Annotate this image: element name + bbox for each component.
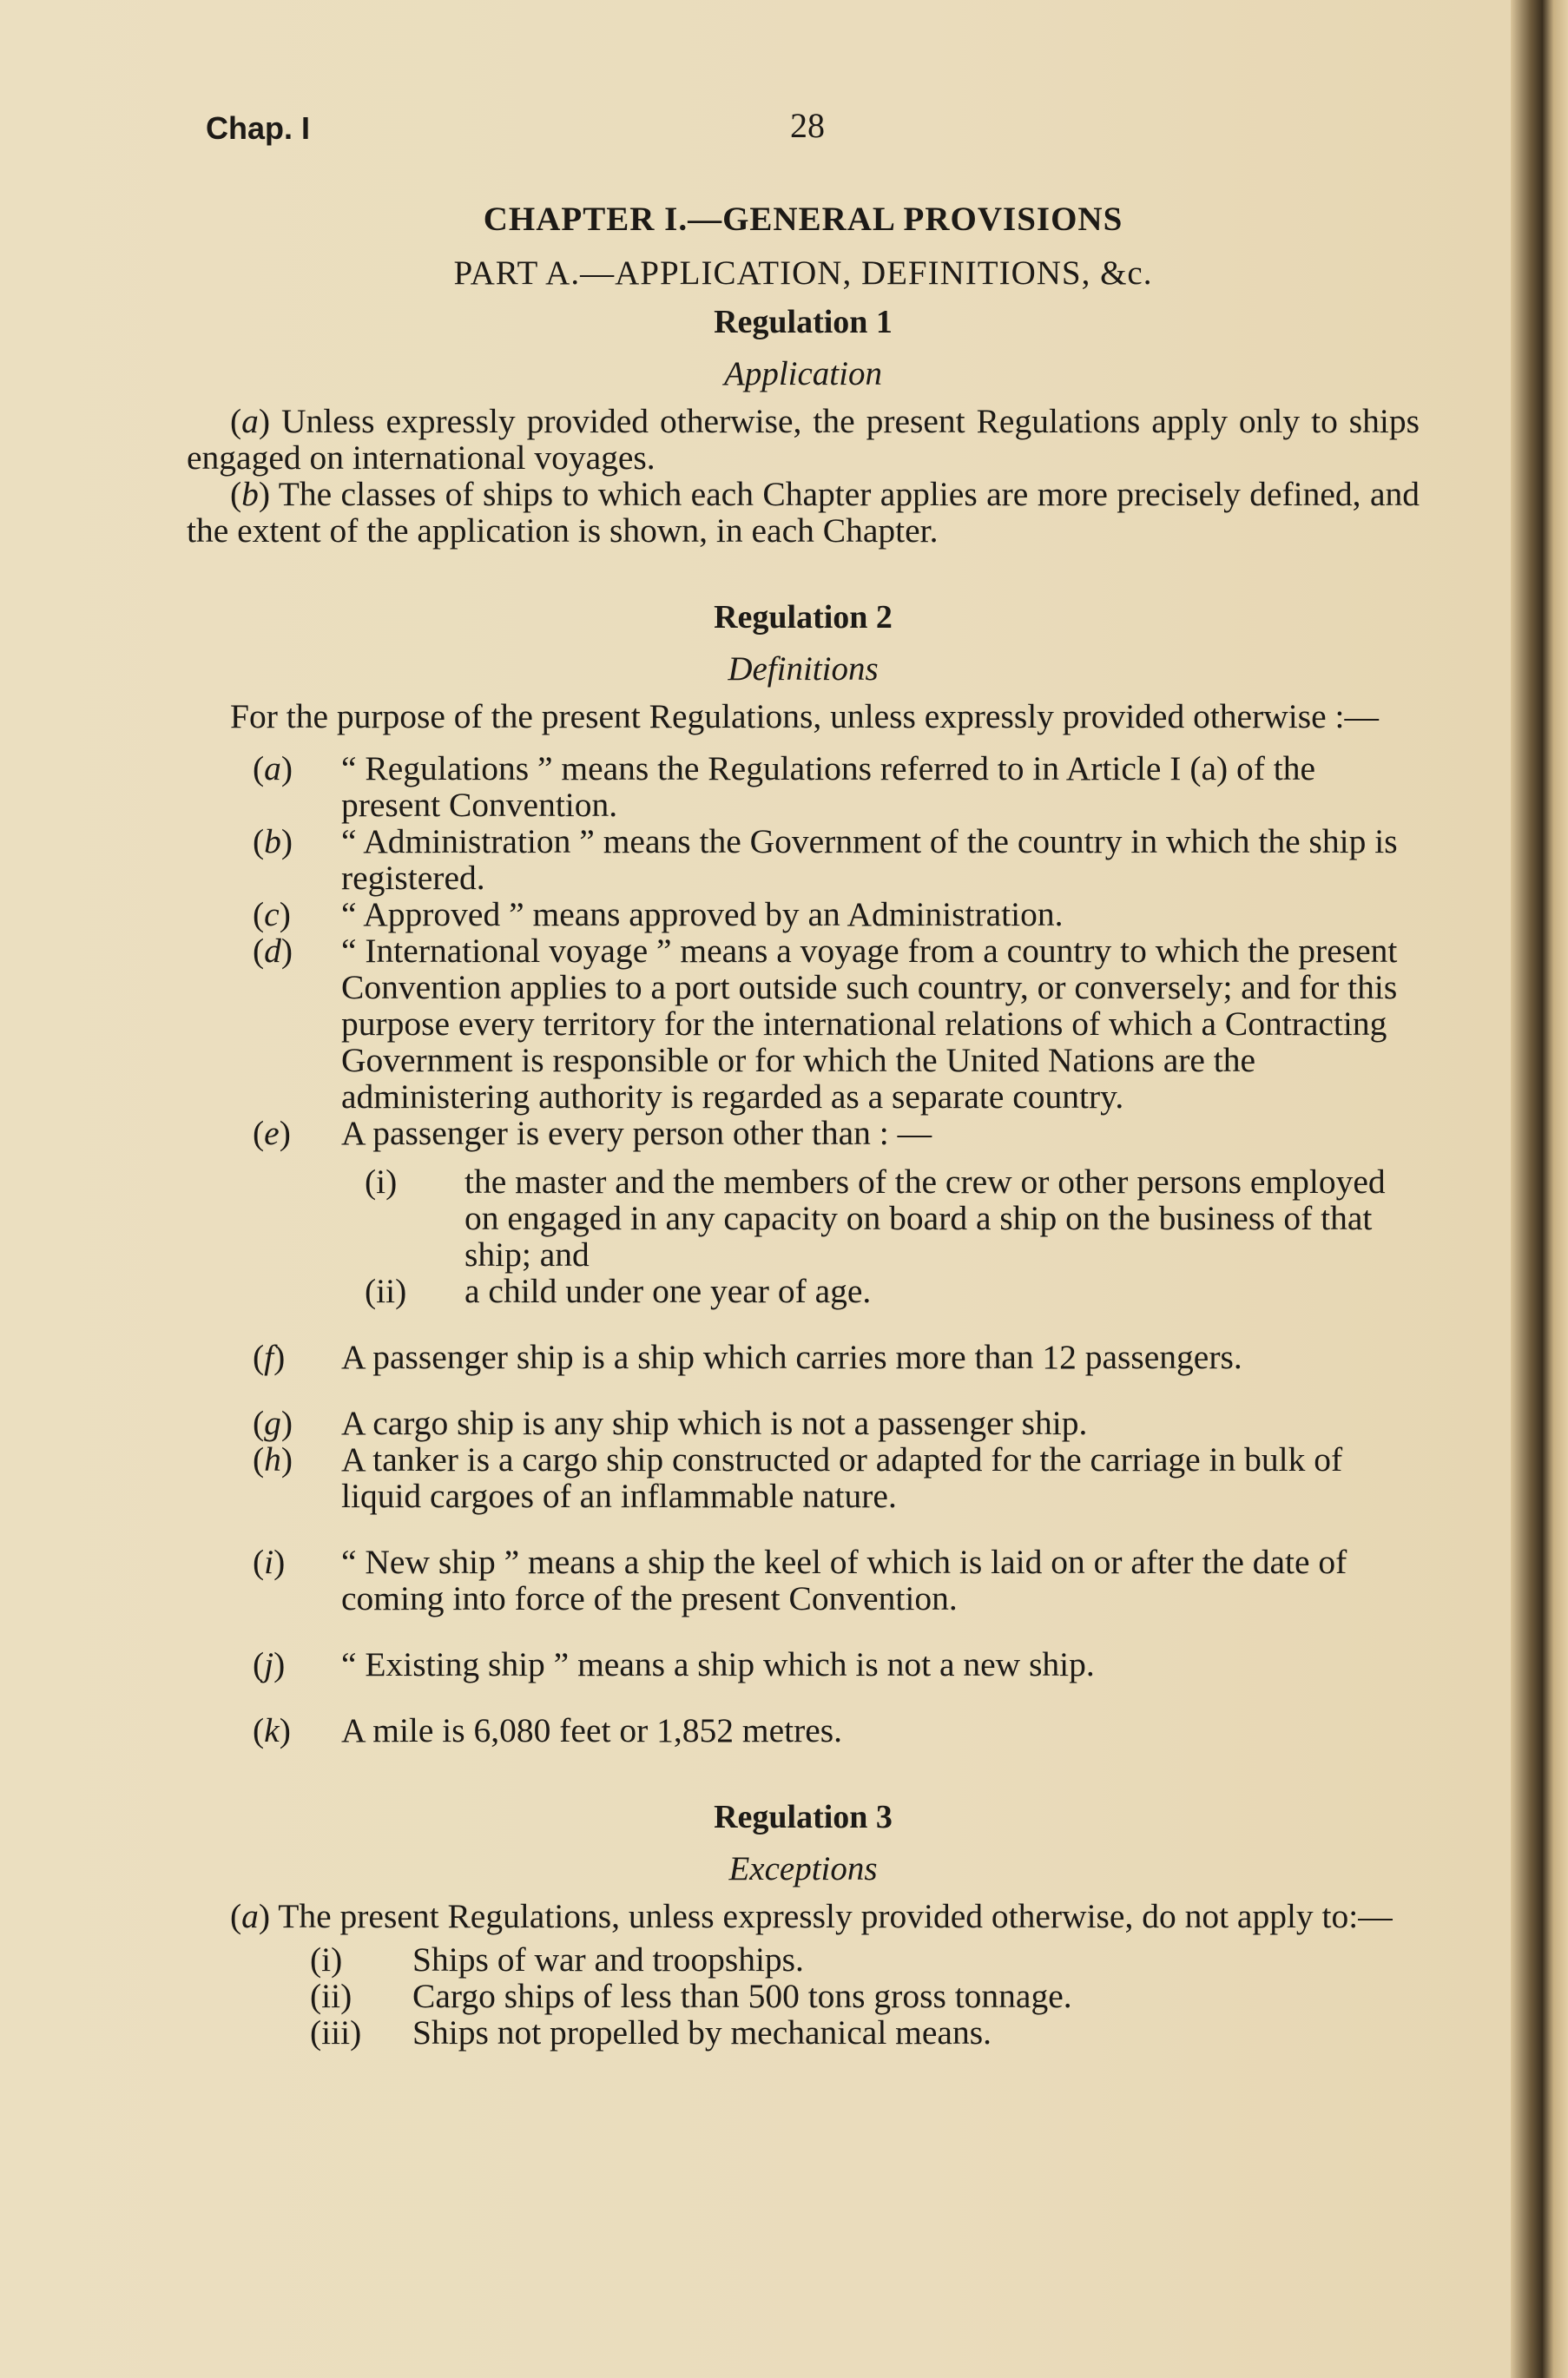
regulation-3-subtitle: Exceptions — [728, 1850, 878, 1887]
paragraph-mark: a — [241, 402, 259, 440]
paragraph-text: Unless expressly provided otherwise, the present Regulations apply only to ships engaged on international voyages. — [187, 402, 1420, 477]
exception-item — [187, 1941, 1420, 1978]
definition-item: (h) A tanker is a cargo ship constructed or adapted for the carriage in bulk of liquid cargoes of an inflammable nature. — [253, 1440, 1343, 1515]
item-mark: j — [264, 1645, 274, 1683]
regulation-2-subtitle: Definitions — [728, 650, 879, 688]
chapter-label: Chap. I — [206, 110, 311, 146]
item-mark: b — [264, 822, 281, 860]
page-number: 28 — [790, 106, 825, 145]
item-text: Ships not propelled by mechanical means. — [412, 2013, 992, 2052]
running-header — [187, 97, 1420, 158]
definition-item: (i) “ New ship ” means a ship the keel of which is laid on or after the date of coming into force of the present Convention. — [253, 1543, 1347, 1617]
paragraph-mark: b — [241, 475, 259, 513]
regulation-1-paragraph-b: (b) The classes of ships to which each Chapter applies are more precisely defined, and the extent of the application is shown, in each Chapter. — [187, 475, 1420, 550]
item-text: Ships of war and troopships. — [412, 1940, 804, 1979]
item-mark: (i) — [310, 1940, 343, 1979]
exclusion-item — [187, 1273, 1420, 1309]
item-mark: k — [264, 1711, 280, 1749]
regulation-1-title: Regulation 1 — [714, 304, 893, 340]
item-text: A cargo ship is any ship which is not a passenger ship. — [341, 1404, 1088, 1442]
item-mark: d — [264, 932, 281, 970]
definition-item: (j) “ Existing ship ” means a ship which is not a new ship. — [253, 1645, 1095, 1683]
item-mark: i — [264, 1543, 274, 1581]
item-text: the master and the members of the crew or other persons employed on engaged in any capacity on board a ship on the business of that ship; and — [464, 1163, 1386, 1274]
item-mark: (i) — [365, 1163, 398, 1201]
exception-item — [187, 2014, 1420, 2051]
paragraph-text: The classes of ships to which each Chapter applies are more precisely defined, and the extent of the application is shown, in each Chapter. — [187, 475, 1420, 550]
item-text: “ Existing ship ” means a ship which is not a new ship. — [341, 1645, 1095, 1683]
definition-item: (a) “ Regulations ” means the Regulations referred to in Article I (a) of the present Convention. — [253, 749, 1316, 824]
regulation-3-title: Regulation 3 — [714, 1799, 893, 1835]
definitions-list — [187, 750, 1420, 1749]
item-text: “ New ship ” means a ship the keel of which is laid on or after the date of coming into force of the present Convention. — [341, 1543, 1347, 1617]
passenger-exclusions-list — [187, 1163, 1420, 1309]
regulation-2-intro: For the purpose of the present Regulations, unless expressly provided otherwise :— — [230, 697, 1379, 735]
regulation-1-subtitle: Application — [724, 355, 882, 392]
item-mark: c — [264, 895, 280, 933]
item-text: A tanker is a cargo ship constructed or adapted for the carriage in bulk of liquid cargoes of an inflammable nature. — [341, 1440, 1343, 1515]
page-content — [187, 97, 1420, 2051]
item-mark: f — [264, 1338, 274, 1376]
item-mark: g — [264, 1404, 281, 1442]
item-text: A mile is 6,080 feet or 1,852 metres. — [341, 1711, 843, 1749]
definition-item: (g) A cargo ship is any ship which is not a passenger ship. — [253, 1404, 1088, 1442]
item-text: Cargo ships of less than 500 tons gross tonnage. — [412, 1977, 1072, 2015]
exception-item — [187, 1978, 1420, 2014]
definition-item: (c) “ Approved ” means approved by an Administration. — [253, 895, 1064, 933]
definition-item: (k) A mile is 6,080 feet or 1,852 metres. — [253, 1711, 843, 1749]
regulation-3-intro: (a) The present Regulations, unless expressly provided otherwise, do not apply to:— — [230, 1897, 1393, 1935]
item-mark: a — [264, 749, 281, 787]
paragraph-mark: a — [241, 1897, 259, 1935]
book-spine-edge — [1511, 0, 1568, 2378]
definition-item: (d) “ International voyage ” means a voyage from a country to which the present Convention applies to a port outside such country, or conversely; and for this purpose every territory for the international relations of which a Contracting Government is responsible or for which the United Nations are the administering authority is regarded as a separate country. — [253, 932, 1398, 1116]
item-text: “ International voyage ” means a voyage from a country to which the present Convention applies to a port outside such country, or conversely; and for this purpose every territory for the international relations of which a Contracting Government is responsible or for which the United Nations are the administering authority is regarded as a separate country. — [341, 932, 1398, 1116]
paragraph-text: The present Regulations, unless expressly provided otherwise, do not apply to:— — [278, 1897, 1393, 1935]
item-text: a child under one year of age. — [464, 1272, 872, 1310]
item-text: A passenger is every person other than : — — [341, 1114, 932, 1152]
regulation-1-paragraph-a: (a) Unless expressly provided otherwise, the present Regulations apply only to ships engaged on international voyages. — [187, 402, 1420, 477]
item-text: A passenger ship is a ship which carries more than 12 passengers. — [341, 1338, 1242, 1376]
item-mark: (ii) — [310, 1977, 352, 2015]
item-mark: (ii) — [365, 1272, 407, 1310]
exceptions-list — [187, 1941, 1420, 2051]
definition-item: (e) A passenger is every person other than : — — [253, 1114, 932, 1152]
part-title: PART A.—APPLICATION, DEFINITIONS, &c. — [453, 254, 1153, 292]
item-mark: h — [264, 1440, 281, 1479]
item-text: “ Approved ” means approved by an Administration. — [341, 895, 1064, 933]
regulation-2-title: Regulation 2 — [714, 599, 893, 636]
item-mark: e — [264, 1114, 280, 1152]
definition-item: (b) “ Administration ” means the Government of the country in which the ship is registered. — [253, 822, 1398, 897]
exclusion-item — [187, 1163, 1420, 1273]
item-text: “ Administration ” means the Government of the country in which the ship is registered. — [341, 822, 1398, 897]
definition-item: (f) A passenger ship is a ship which carries more than 12 passengers. — [253, 1338, 1242, 1376]
item-text: “ Regulations ” means the Regulations referred to in Article I (a) of the present Convention. — [341, 749, 1316, 824]
item-mark: (iii) — [310, 2013, 362, 2052]
chapter-title: CHAPTER I.—GENERAL PROVISIONS — [483, 201, 1123, 238]
